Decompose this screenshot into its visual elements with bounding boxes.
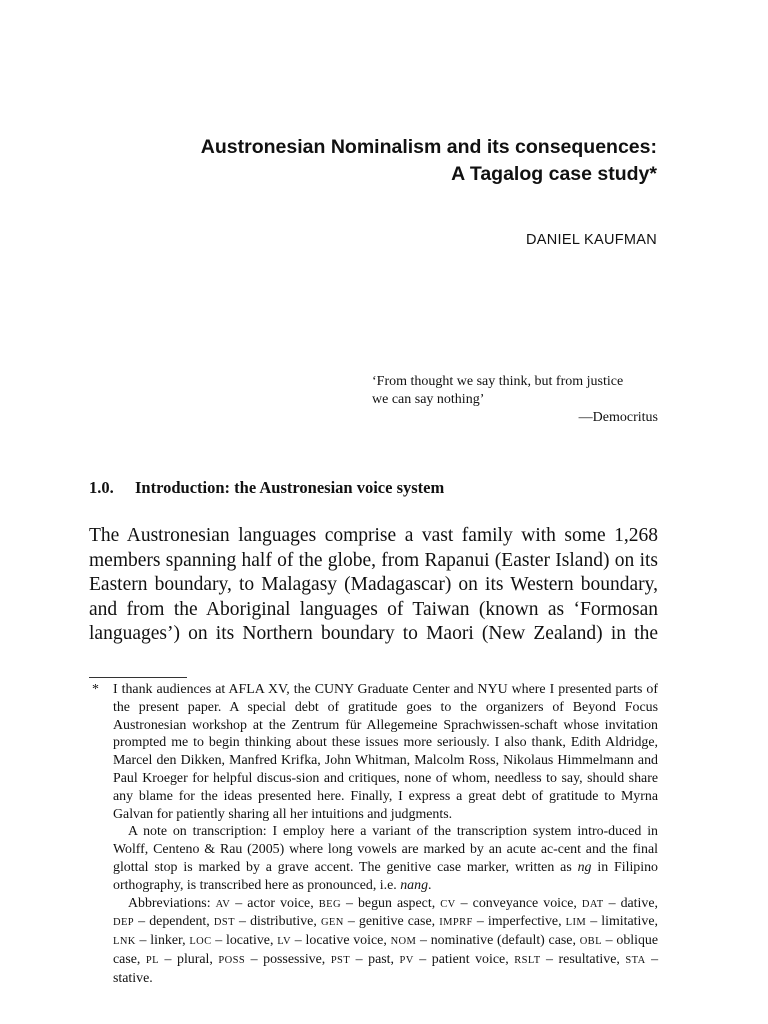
footnote-abbreviations: Abbreviations: AV – actor voice, BEG – begun aspect, CV – conveyance voice, DAT – dative, DEP – dependent, DST – distributive, GEN – genitive case, IMPRF – imperfective, LIM – limitative, LNK – linker, LOC – locative, LV – locative voice, NOM – nominative (default) case, OBL – oblique case, PL – plural, POSS – possessive, PST – past, PV – patient voice, RSLT – resultative, STA – stative. (113, 895, 659, 986)
abbreviation-definition: dependent (149, 914, 207, 930)
abbreviation-term: DAT (581, 898, 604, 910)
section-heading (89, 478, 444, 498)
abbreviation-definition: stative (113, 970, 150, 986)
title-line-2: A Tagalog case study* (451, 163, 657, 185)
abbreviation-term: BEG (318, 898, 341, 910)
abbreviation-definition: oblique case (113, 933, 659, 967)
abbreviation-term: RSLT (514, 954, 541, 966)
abbreviation-term: GEN (320, 917, 344, 929)
ng-term: ng (577, 859, 592, 875)
abbreviation-definition: locative (226, 933, 270, 949)
epigraph-line-1: ‘From thought we say think, but from justice (372, 374, 624, 389)
section-title: Introduction: the Austronesian voice system (135, 478, 445, 497)
abbreviation-term: PV (399, 954, 414, 966)
abbreviation-term: IMPRF (439, 917, 473, 929)
footnote (89, 681, 658, 988)
footnote-paragraph-1 (89, 681, 658, 823)
abbreviations-intro: Abbreviations: (128, 895, 211, 911)
abbreviation-definition: limitative (601, 914, 655, 930)
abbreviation-definition: nominative (default) case (430, 933, 573, 949)
footnote-acknowledgements: I thank audiences at AFLA XV, the CUNY Graduate Center and NYU where I presented parts of the present paper. A special debt of gratitude goes to the organizers of Beyond Focus Austronesian workshop at the Zentrum für Allegemeine Sprachwissen-schaft whose invitation prompted me to begin thinking about these issues more seriously. I also thank, Edith Aldridge, Marcel den Dikken, Manfred Krifka, John Whitman, Malcolm Ross, Nikolaus Himmelmann and Paul Kroeger for helpful discus-sion and critiques, none of whom, needless to say, should share any blame for the ideas presented here. Finally, I express a great debt of gratitude to Myrna Galvan for patiently sharing all her intuitions and judgments. (113, 682, 658, 822)
abbreviation-definition: resultative (558, 951, 617, 967)
nang-term: nang (400, 877, 429, 893)
epigraph-line-2: we can say nothing’ (372, 392, 485, 407)
abbreviation-definition: patient voice (431, 951, 506, 967)
abbreviation-term: PL (145, 954, 159, 966)
footnote-paragraph-2: A note on transcription: I employ here a variant of the transcription system intro-duced in Wolff, Centeno & Rau (2005) where long vowels are marked by an acute ac-cent and the final glottal stop is marked by a grave accent. The genitive case marker, written as ng in Filipino orthography, is transcribed here as pronounced, i.e. nang. (113, 824, 659, 893)
body-paragraph: The Austronesian languages comprise a vast family with some 1,268 members spanning half of the globe, from Rapanui (Easter Island) on its Eastern boundary, to Malagasy (Madagascar) on its Western boundary, and from the Aboriginal languages of Taiwan (known as ‘Formosan languages’) on its Northern boundary to Maori (New Zealand) in the (89, 525, 658, 644)
abbreviation-definition: plural (177, 951, 210, 967)
abbreviation-definition: conveyance voice (472, 895, 574, 911)
abbreviation-definition: genitive case (358, 914, 432, 930)
abbreviation-definition: possessive (263, 951, 322, 967)
abbreviation-definition: locative voice (305, 933, 384, 949)
epigraph (372, 373, 658, 427)
abbreviation-term: DEP (113, 917, 135, 929)
title-line-1: Austronesian Nominalism and its consequences: (200, 136, 657, 158)
abbreviation-definition: distributive (250, 914, 314, 930)
section-number: 1.0. (89, 478, 114, 497)
abbreviation-term: LOC (189, 936, 212, 948)
abbreviation-definition: begun aspect (357, 895, 432, 911)
abbreviation-definition: linker (150, 933, 183, 949)
abbreviation-term: AV (215, 898, 231, 910)
abbreviation-term: LNK (113, 936, 136, 948)
abbreviation-term: STA (625, 954, 646, 966)
abbreviation-term: CV (440, 898, 456, 910)
epigraph-attribution: —Democritus (578, 410, 658, 425)
abbreviation-term: PST (330, 954, 351, 966)
abbreviation-term: POSS (218, 954, 246, 966)
abbreviation-term: LIM (565, 917, 587, 929)
abbreviation-term: NOM (390, 936, 417, 948)
author-name: DANIEL KAUFMAN (526, 232, 657, 248)
footnote-marker: * (92, 682, 99, 697)
abbreviation-definition: dative (620, 895, 655, 911)
footnote-rule (89, 677, 187, 678)
abbreviation-term: OBL (579, 936, 602, 948)
abbreviation-term: LV (277, 936, 292, 948)
abbreviation-definition: imperfective (487, 914, 559, 930)
abbreviation-definition: actor voice (247, 895, 311, 911)
abbreviation-definition: past (368, 951, 391, 967)
paper-title (201, 134, 657, 188)
abbreviation-term: DST (213, 917, 235, 929)
